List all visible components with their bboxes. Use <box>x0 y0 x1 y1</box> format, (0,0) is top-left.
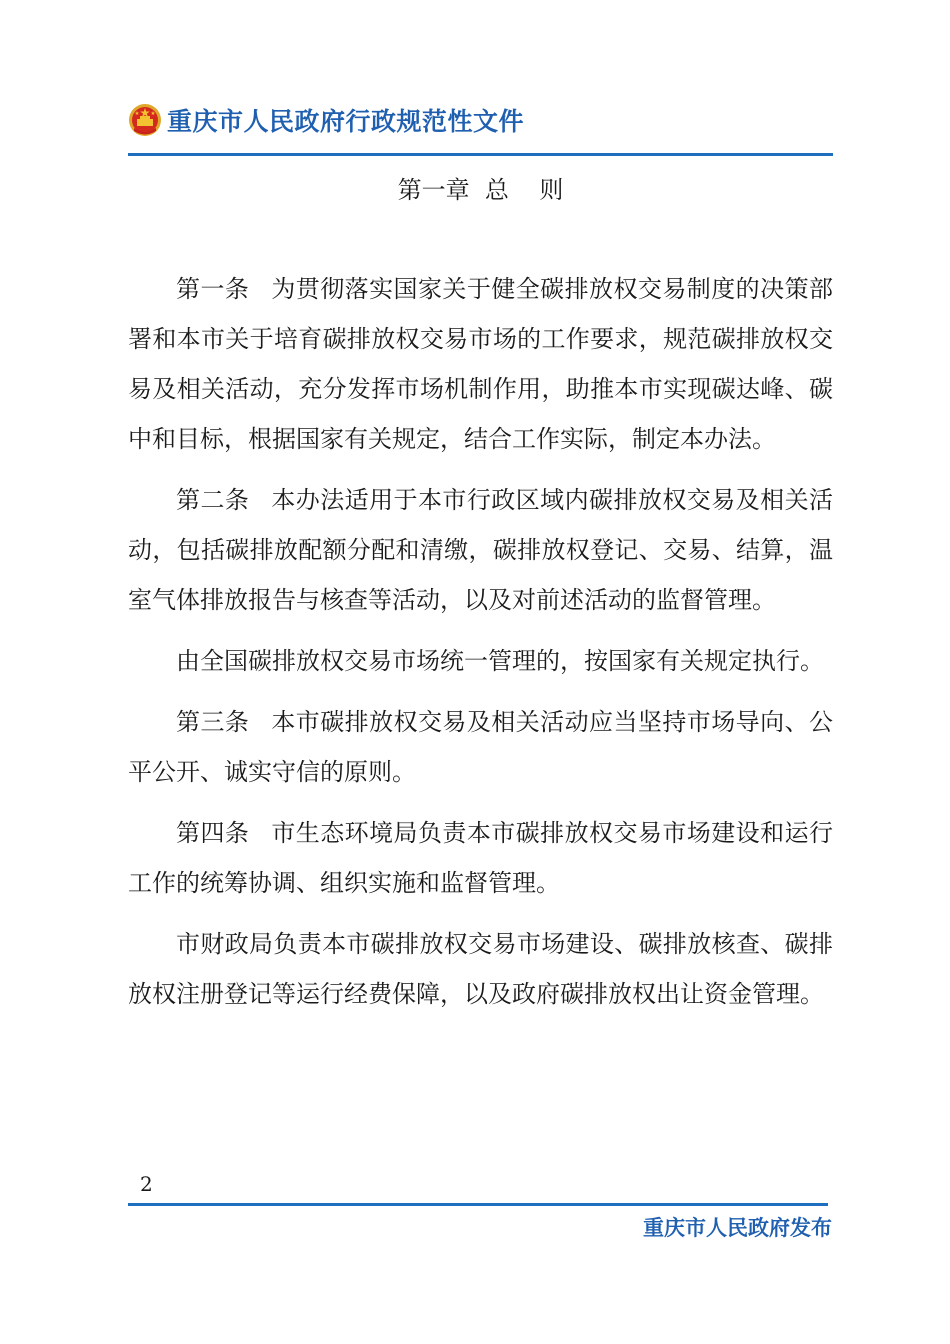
article-number: 第三条 <box>176 708 250 736</box>
national-emblem-icon <box>128 103 162 137</box>
article-4-clause <box>128 919 833 1019</box>
article-number: 第二条 <box>176 486 250 514</box>
article-number: 第四条 <box>176 819 250 847</box>
article-2 <box>128 475 833 625</box>
article-2-clause <box>128 636 833 686</box>
article-text: 本办法适用于本市行政区域内碳排放权交易及相关活动，包括碳排放配额分配和清缴，碳排放权登记、交易、结算，温室气体排放报告与核查等活动，以及对前述活动的监督管理。 <box>128 486 834 614</box>
article-number: 第一条 <box>176 275 250 303</box>
article-text: 为贯彻落实国家关于健全碳排放权交易制度的决策部署和本市关于培育碳排放权交易市场的工作要求，规范碳排放权交易及相关活动，充分发挥市场机制作用，助推本市实现碳达峰、碳中和目标，根据国家有关规定，结合工作实际，制定本办法。 <box>128 275 834 453</box>
header-divider <box>128 153 833 156</box>
publisher-label: 重庆市人民政府发布 <box>643 1216 832 1240</box>
document-body <box>128 264 833 1030</box>
article-3 <box>128 697 833 797</box>
article-1 <box>128 264 833 464</box>
page-number: 2 <box>140 1172 153 1196</box>
article-text: 由全国碳排放权交易市场统一管理的，按国家有关规定执行。 <box>176 647 824 675</box>
document-header <box>128 98 833 142</box>
chapter-title: 第一章 总 则 <box>397 176 564 204</box>
article-text: 市财政局负责本市碳排放权交易市场建设、碳排放核查、碳排放权注册登记等运行经费保障，以及政府碳排放权出让资金管理。 <box>128 930 833 1008</box>
article-4 <box>128 808 833 908</box>
footer-divider <box>128 1203 828 1206</box>
article-text: 本市碳排放权交易及相关活动应当坚持市场导向、公平公开、诚实守信的原则。 <box>128 708 834 786</box>
article-text: 市生态环境局负责本市碳排放权交易市场建设和运行工作的统筹协调、组织实施和监督管理。 <box>128 819 834 897</box>
header-title: 重庆市人民政府行政规范性文件 <box>167 107 525 136</box>
